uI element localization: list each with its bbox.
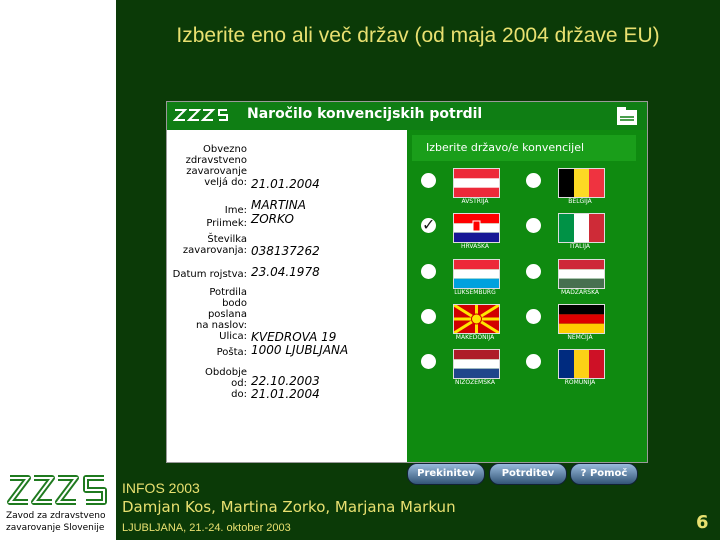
country-label: ROMUNIJA	[564, 379, 596, 386]
value-street: KVEDROVA 19	[251, 330, 337, 344]
country-label: MADŽARSKA	[560, 289, 600, 296]
footer-location-date: LJUBLJANA, 21.-24. oktober 2003	[122, 522, 291, 534]
flag-germany-icon	[558, 304, 605, 334]
footer-authors: Damjan Kos, Martina Zorko, Marjana Markun	[122, 498, 456, 516]
slide-title: Izberite eno ali več držav (od maja 2004 države EU)	[176, 24, 660, 47]
flag-italy-icon	[558, 213, 605, 243]
flag-belgium-icon	[558, 168, 605, 198]
flag-netherlands-icon	[453, 349, 500, 379]
country-label: MAKEDONIJA	[455, 334, 495, 341]
value-period-to: 21.01.2004	[251, 387, 320, 401]
label-valid-until: Obvezno zdravstveno zavarovanje veljá do:	[185, 144, 247, 188]
radio-nemcija[interactable]	[526, 309, 541, 324]
organization-name	[6, 510, 112, 534]
country-label: AVSTRIJA	[461, 198, 489, 205]
checkmark-icon: ✓	[422, 215, 436, 234]
help-button-label: Pomoč	[589, 468, 628, 479]
help-button[interactable]	[570, 463, 638, 485]
app-header	[167, 102, 647, 130]
label-period-from: Obdobje od:	[205, 367, 247, 389]
flag-macedonia-icon	[453, 304, 500, 334]
help-icon: ?	[580, 468, 587, 479]
country-selection-panel	[407, 130, 647, 479]
app-title: Naročilo konvencijskih potrdil	[247, 106, 483, 122]
country-label: BELGIJA	[568, 198, 592, 205]
value-valid-until: 21.01.2004	[251, 177, 320, 191]
app-window	[166, 101, 648, 479]
confirm-button[interactable]: Potrditev	[489, 463, 567, 485]
folder-icon[interactable]	[615, 105, 639, 127]
flag-hungary-icon	[558, 259, 605, 289]
flag-austria-icon	[453, 168, 500, 198]
value-birth-date: 23.04.1978	[251, 265, 320, 279]
zzzs-logo	[4, 470, 110, 510]
label-birth-date: Datum rojstva:	[172, 269, 247, 280]
org-name-line1: Zavod za zdravstveno	[6, 511, 106, 521]
label-period-to: do:	[231, 389, 247, 400]
zzzs-header-logo	[173, 106, 233, 124]
value-period-from: 22.10.2003	[251, 374, 320, 388]
flag-luxembourg-icon	[453, 259, 500, 289]
country-label: NEMČIJA	[567, 334, 593, 341]
radio-luksemburg[interactable]	[421, 264, 436, 279]
panel-title: Izberite državo/e konvencijel	[412, 135, 636, 161]
radio-hrvaska[interactable]	[421, 215, 436, 234]
label-name: Ime:	[224, 205, 247, 216]
flag-romania-icon	[558, 349, 605, 379]
flag-croatia-icon	[453, 213, 500, 243]
radio-madzarska[interactable]	[526, 264, 541, 279]
country-label: NIZOZEMSKA	[455, 379, 495, 386]
radio-makedonija[interactable]	[421, 309, 436, 324]
radio-nizozemska[interactable]	[421, 354, 436, 369]
country-label: ITALIJA	[570, 243, 590, 250]
country-label: HRVAŠKA	[461, 243, 489, 250]
value-insurance-number: 038137262	[251, 244, 320, 258]
value-post: 1000 LJUBLJANA	[251, 343, 349, 357]
label-insurance-number: Številka zavarovanja:	[182, 234, 247, 256]
value-name: MARTINA	[251, 198, 306, 212]
label-surname: Priimek:	[206, 218, 247, 229]
org-name-line2: zavarovanje Slovenije	[6, 523, 105, 533]
left-sidebar-strip	[0, 0, 116, 540]
footer-conference: INFOS 2003	[122, 480, 200, 496]
radio-belgija[interactable]	[526, 173, 541, 188]
label-post: Pošta:	[216, 347, 247, 358]
cancel-button[interactable]: Prekinitev	[407, 463, 485, 485]
page-number: 6	[696, 512, 709, 533]
radio-italija[interactable]	[526, 218, 541, 233]
radio-romunija[interactable]	[526, 354, 541, 369]
country-label: LUKSEMBURG	[454, 289, 496, 296]
value-surname: ZORKO	[251, 212, 294, 226]
radio-avstrija[interactable]	[421, 173, 436, 188]
label-address: Potrdila bodo poslana na naslov: Ulica:	[196, 287, 247, 342]
